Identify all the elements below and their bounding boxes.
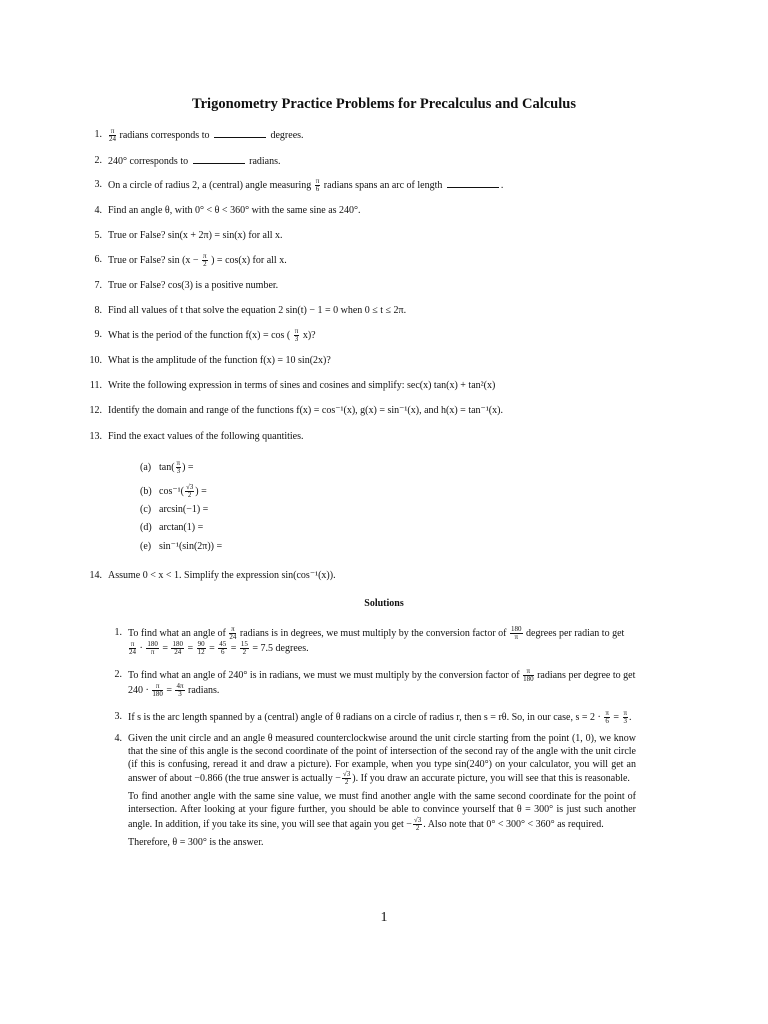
fraction: $\frac{4\pi}{3}$: [176, 682, 184, 698]
page-number: 1: [380, 910, 388, 925]
problem-7: 7. True or False? cos(3) is a positive number.: [94, 280, 279, 291]
problem-8: 8. Find all values of t that solve the equation 2 sin(t) − 1 = 0 when 0 ≤ t ≤ 2π.: [94, 305, 407, 316]
answer-blank: [214, 128, 266, 138]
problem-6: 6. True or False? sin (x − $\frac{\pi}{2}$ ) = cos(x) for all x.: [94, 252, 287, 268]
solution-1: 1. To find what an angle of $\frac{\pi}{24}$ radians is in degrees, we must multiply by the conversion factor of $\frac{180}{\pi}$ degrees per radian to get $\frac{\pi}{24}$ · $\frac{180}{\pi}$ = $\frac{180}{24}$ = $\frac{90}{12}$ = $\frac{45}{6}$ = $\frac{15}{2}$ = 7.5 degrees.: [114, 625, 625, 656]
subpart-d: (d) arctan(1) =: [140, 522, 204, 533]
subpart-c: (c) arcsin(−1) =: [140, 504, 209, 515]
fraction: $\frac{√3}{2}$: [413, 815, 422, 832]
problem-2: 2. 240° corresponds to radians.: [94, 155, 281, 167]
problem-1: 1. $\frac{\pi}{24}$ radians corresponds to degrees.: [94, 127, 304, 144]
problem-5: 5. True or False? sin(x + 2π) = sin(x) for all x.: [94, 230, 283, 241]
subpart-b: (b) cos⁻¹( $\frac{√3}{2}$ ) =: [140, 483, 207, 499]
subpart-e: (e) sin⁻¹(sin(2π)) =: [140, 541, 223, 552]
problem-13: 13. Find the exact values of the following quantities.: [89, 431, 304, 442]
fraction: $\frac{\pi}{6}$: [315, 177, 320, 194]
fraction: $\frac{\pi}{6}$: [605, 709, 609, 725]
problem-4: 4. Find an angle θ, with 0° < θ < 360° with the same sine as 240°.: [94, 205, 361, 216]
fraction: $\frac{\pi}{3}$: [294, 327, 299, 343]
fraction: $\frac{\pi}{3}$: [623, 709, 628, 725]
page-title: Trigonometry Practice Problems for Precalculus and Calculus: [192, 96, 576, 112]
fraction: $\frac{\pi}{3}$: [176, 459, 181, 475]
fraction: $\frac{\pi}{2}$: [203, 252, 207, 268]
problem-12: 12. Identify the domain and range of the functions f(x) = cos⁻¹(x), g(x) = sin⁻¹(x), and h(x) = tan⁻¹(x).: [89, 405, 503, 416]
answer-blank: [193, 154, 245, 164]
fraction: $\frac{180}{24}$: [172, 640, 183, 656]
fraction: $\frac{45}{6}$: [219, 640, 227, 656]
fraction: $\frac{90}{12}$: [197, 640, 205, 656]
answer-blank: [447, 178, 499, 188]
solution-2: 2. To find what an angle of 240° is in radians, we must we must multiply by the conversion factor of $\frac{\pi}{180}$ radians per degree to get 240 · $\frac{\pi}{180}$ = $\frac{4\pi}{3}$ radians.: [114, 667, 636, 698]
fraction: $\frac{180}{\pi}$: [147, 640, 158, 656]
subpart-a: (a) tan( $\frac{\pi}{3}$ ) =: [140, 459, 194, 475]
fraction: $\frac{√3}{2}$: [185, 483, 194, 499]
solution-4: 4. Given the unit circle and an angle θ measured counterclockwise around the unit circle starting from the point (1, 0), we know that the sine of this angle is the second coordinate of the point of intersection of the second ray of the angle with the unit circle (if this is confusing, reread it and draw a picture). For example, when you type sin(240°) on your calculator, you will get an answer of about −0.866 (the true answer is actually − $\frac{√3}{2}$ ). If you draw an accurate picture, you will see that this is reasonable. To find another angle with the same sine value, we must find another angle with the same second coordinate for the point of intersection. After looking at your figure further, you should be able to convince yourself that θ = 300° is just such another angle. In addition, if you take its sine, you will see that again you get − $\frac{√3}{2}$ . Also note that 0° < 300° < 360° as required. Therefore, θ = 300° is the answer.: [114, 733, 636, 848]
problem-11: 11. Write the following expression in terms of sines and cosines and simplify: sec(x) tan(x) + tan²(x): [89, 380, 496, 391]
fraction: $\frac{√3}{2}$: [342, 770, 351, 787]
fraction: $\frac{\pi}{180}$: [152, 682, 163, 698]
fraction: $\frac{15}{2}$: [240, 640, 248, 656]
fraction: $\frac{\pi}{180}$: [523, 667, 534, 683]
problem-9: 9. What is the period of the function f(x) = cos ( $\frac{\pi}{3}$ x)?: [94, 327, 316, 343]
solution-3: 3. If s is the arc length spanned by a (central) angle of θ radians on a circle of radius r, then s = rθ. So, in our case, s = 2 · $\frac{\pi}{6}$ = $\frac{\pi}{3}$ .: [114, 709, 632, 725]
fraction: $\frac{\pi}{24}$: [229, 625, 237, 641]
solutions-heading: Solutions: [364, 598, 404, 609]
problem-3: 3. On a circle of radius 2, a (central) angle measuring $\frac{\pi}{6}$ radians spans an arc of length .: [94, 177, 504, 194]
problem-14: 14. Assume 0 < x < 1. Simplify the expression sin(cos⁻¹(x)).: [89, 570, 336, 581]
fraction: $\frac{\pi}{24}$: [109, 127, 116, 144]
fraction: $\frac{\pi}{24}$: [129, 640, 136, 656]
fraction: $\frac{180}{\pi}$: [511, 625, 522, 641]
problem-10: 10. What is the amplitude of the function f(x) = 10 sin(2x)?: [89, 355, 331, 366]
